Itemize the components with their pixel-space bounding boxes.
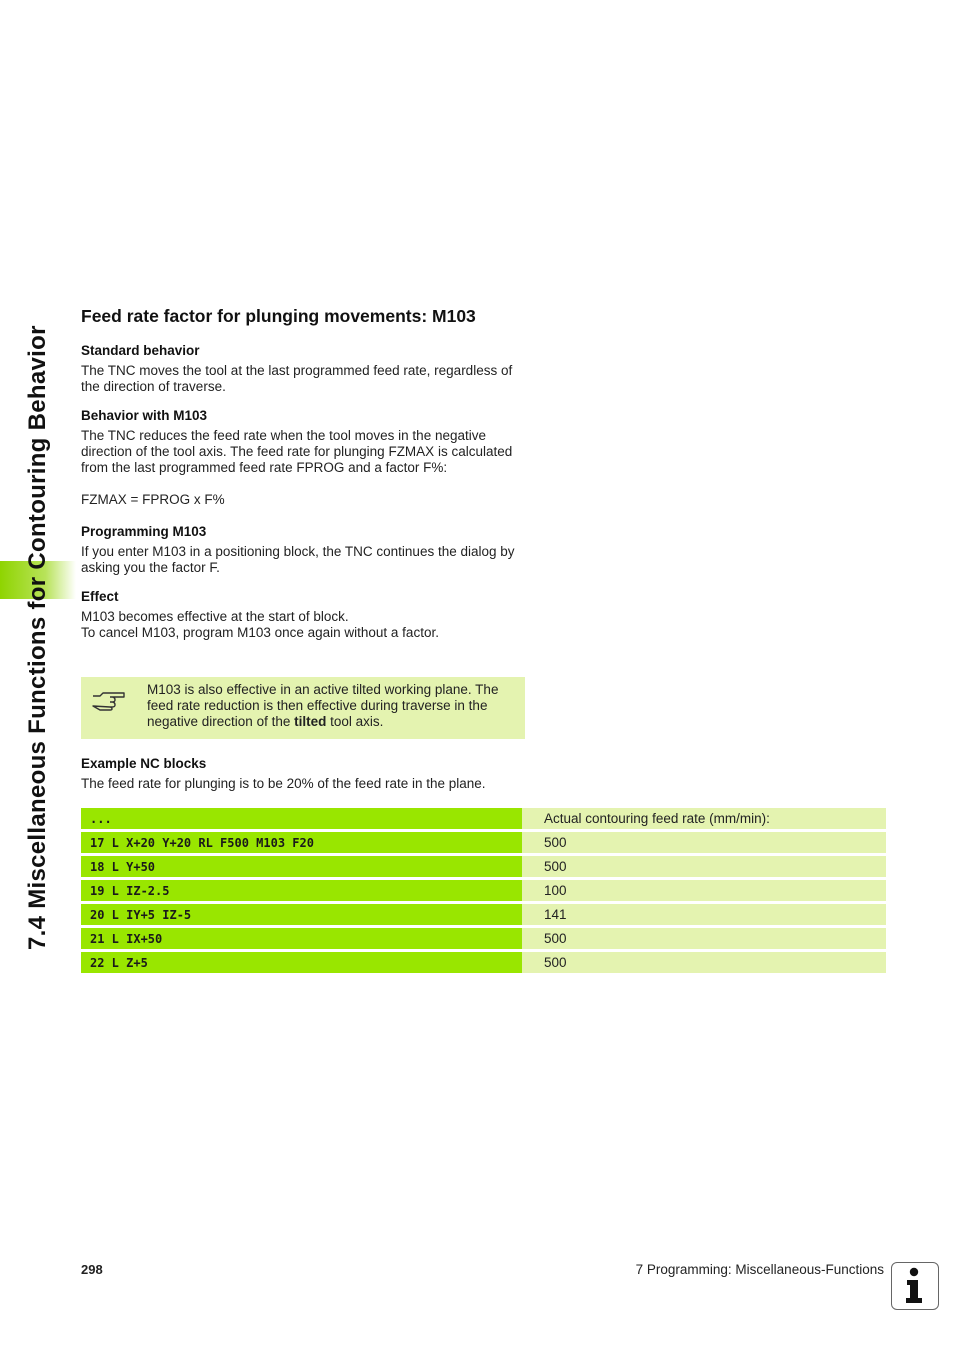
table-row [81,832,886,853]
effect-line-1: M103 becomes effective at the start of block. [81,609,349,624]
nc-blocks-table [81,805,886,976]
standard-behavior-heading: Standard behavior [81,343,200,358]
page-number: 298 [81,1262,103,1277]
example-text: The feed rate for plunging is to be 20% of the feed rate in the plane. [81,776,486,791]
table-row [81,808,886,829]
table-row [81,952,886,973]
note-text-before: M103 is also effective in an active tilted working plane. The feed rate reduction is then effective during traverse in the negative direction of the [147,682,499,729]
behavior-m103-formula: FZMAX = FPROG x F% [81,492,225,507]
effect-heading: Effect [81,589,119,604]
note-text-after: tool axis. [326,714,384,729]
feed-rate-cell: 500 [522,832,886,853]
chapter-side-title: 7.4 Miscellaneous Functions for Contouring Behavior [24,325,51,950]
main-content [81,306,526,654]
standard-behavior-text: The TNC moves the tool at the last programmed feed rate, regardless of the direction of traverse. [81,363,513,394]
info-icon[interactable] [891,1262,939,1310]
section-title: Feed rate factor for plunging movements: M103 [81,306,476,326]
nc-code-cell: 19 L IZ-2.5 [81,880,522,901]
note-box [81,677,525,739]
note-text-bold: tilted [294,714,327,729]
table-row [81,880,886,901]
pointing-hand-icon [91,687,127,711]
nc-code-cell: 18 L Y+50 [81,856,522,877]
feed-rate-cell: Actual contouring feed rate (mm/min): [522,808,886,829]
programming-heading: Programming M103 [81,524,207,539]
nc-code-cell: ... [81,808,522,829]
note-text [147,682,519,730]
nc-code-cell: 17 L X+20 Y+20 RL F500 M103 F20 [81,832,522,853]
effect-text [81,609,526,641]
feed-rate-cell: 500 [522,856,886,877]
feed-rate-cell: 500 [522,928,886,949]
feed-rate-cell: 500 [522,952,886,973]
footer-chapter-title: 7 Programming: Miscellaneous-Functions [635,1262,884,1277]
behavior-m103-heading: Behavior with M103 [81,408,208,423]
nc-code-cell: 20 L IY+5 IZ-5 [81,904,522,925]
feed-rate-cell: 141 [522,904,886,925]
table-row [81,928,886,949]
nc-code-cell: 22 L Z+5 [81,952,522,973]
example-heading: Example NC blocks [81,756,207,771]
info-glyph-icon [892,1263,937,1308]
nc-code-cell: 21 L IX+50 [81,928,522,949]
behavior-m103-text: The TNC reduces the feed rate when the tool moves in the negative direction of the tool axis. The feed rate for plunging FZMAX is calculated from the last programmed feed rate FPROG and a factor F%: [81,428,513,475]
feed-rate-cell: 100 [522,880,886,901]
table-row [81,904,886,925]
example-section [81,756,531,805]
table-row [81,856,886,877]
programming-text: If you enter M103 in a positioning block, the TNC continues the dialog by asking you the factor F. [81,544,515,575]
effect-line-2: To cancel M103, program M103 once again without a factor. [81,625,439,640]
